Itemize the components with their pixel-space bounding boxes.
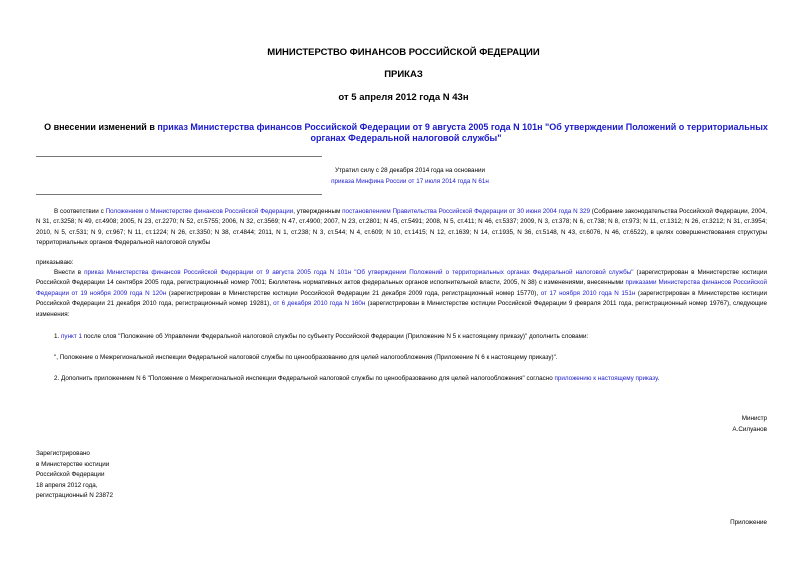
- doc-type-heading: ПРИКАЗ: [384, 69, 423, 80]
- preamble-text: , утвержденным: [293, 208, 343, 215]
- body-text: Внести в: [54, 269, 85, 276]
- signature-title: Министр: [741, 415, 767, 422]
- appendix-label: Приложение: [730, 519, 767, 526]
- body-link-dec-2010[interactable]: от 6 декабря 2010 года N 160н: [273, 300, 366, 308]
- registration-block: [36, 449, 113, 502]
- item-1-number: 1.: [54, 333, 62, 340]
- preamble-link-resolution[interactable]: постановлением Правительства Российской Федерации от 30 июня 2004 года N 329: [342, 208, 590, 215]
- registration-line: Российской Федерации: [36, 471, 105, 478]
- item-1-text: после слов "Положение об Управлении Федеральной налоговой службы по субъекту Российской Федерации (Приложение N 5 к настоящему приказу)" дополнить словами:: [82, 333, 589, 340]
- item-2-end: .: [657, 375, 660, 382]
- signature-name: А.Силуанов: [732, 425, 767, 433]
- inserted-quote: ", Положение о Межрегиональной инспекции Федеральной налоговой службы по ценообразованию для целей налогообложения (Приложение N 6 к настоящему приказу)".: [54, 354, 558, 361]
- item-2-text: 2. Дополнить приложением N 6 "Положение о Межрегиональной инспекции Федеральной налоговой службы по ценообразованию для целей налогообложения" согласно: [54, 375, 555, 382]
- divider-top: [36, 156, 322, 157]
- preamble-text: В соответствии с: [54, 208, 106, 215]
- registration-line: в Министерстве юстиции: [36, 460, 110, 468]
- item-1: [54, 332, 767, 343]
- registration-line: 18 апреля 2012 года,: [36, 481, 98, 489]
- document-title: [44, 122, 768, 144]
- registration-line: регистрационный N 23872: [36, 492, 114, 499]
- divider-bottom: [36, 194, 322, 195]
- body-link-order[interactable]: приказ Министерства финансов Российской Федерации от 9 августа 2005 года N 101н "Об утверждении Положений о территориальных органах Федеральной налоговой службы": [84, 269, 634, 276]
- status-note: [290, 166, 530, 187]
- preamble-paragraph: [36, 207, 767, 249]
- item-2-link[interactable]: приложению к настоящему приказу: [554, 375, 658, 382]
- body-text: (зарегистрирован в Министерстве юстиции Российской Федерации 9 февраля 2011 года, регистрационный номер 19767), следующие изменения:: [36, 300, 767, 318]
- body-link-amendments[interactable]: приказами Министерства финансов Российской Федерации от 19 ноября 2009 года N 120н: [36, 279, 767, 297]
- title-link[interactable]: приказ Министерства финансов Российской Федерации от 9 августа 2005 года N 101н "Об утверждении Положений о территориальных органах Федеральной налоговой службы": [157, 122, 768, 143]
- order-word: приказываю:: [36, 259, 74, 266]
- preamble-link-regulation[interactable]: Положением о Министерстве финансов Российской Федерации: [105, 208, 294, 215]
- signature-block: [732, 414, 767, 435]
- status-line: Утратил силу с 28 декабря 2014 года на основании: [334, 167, 486, 174]
- body-text: (зарегистрирован в Министерстве юстиции Российской Федерации 21 декабря 2009 года, регистрационный номер 15770),: [166, 289, 541, 297]
- body-link-nov-2010[interactable]: от 17 ноября 2010 года N 151н: [540, 289, 636, 297]
- body-text: (зарегистрирован в Министерстве юстиции Российской Федерации 14 сентября 2005 года, регистрационный номер 7001; Бюллетень нормативных актов федеральных органов исполнительной власти, 2005, N 38) с изменениями, внесенными: [36, 269, 768, 287]
- title-prefix: О внесении изменений в: [44, 122, 158, 132]
- status-link[interactable]: приказа Минфина России от 17 июля 2014 года N 61н: [331, 177, 489, 185]
- body-text: (зарегистрирован в Министерстве юстиции Российской Федерации 21 декабря 2010 года, регистрационный номер 19281),: [36, 289, 768, 308]
- preamble-text: (Собрание законодательства Российской Федерации, 2004, N 31, ст.3258; N 49, ст.4908; 2005, N 23, ст.2270; N 52, ст.5755; 2006, N 32, ст.3569; N 47, ст.4900; 2007, N 23, ст.2801; N 45, ст.5491; 2008, N 5, ст.411; N 46, ст.5337; 2009, N 3, ст.378; N 6, ст.738; N 8, ст.973; N 11, ст.1312; N 26, ст.3212; N 31, ст.3954; 2010, N 5, ст.531; N 9, ст.967; N 11, ст.1224; N 26, ст.3350; N 38, ст.4844; 2011, N 1, ст.238; N 3, ст.544; N 4, ст.609; N 10, ст.1415; N 12, ст.1639; N 14, ст.1935, N 36, ст.5148, N 43, ст.6076, N 46, ст.6522), в целях совершенствования структуры территориальных органов Федеральной налоговой службы: [36, 208, 767, 247]
- body-paragraph: [36, 268, 767, 320]
- registration-line: Зарегистрировано: [36, 450, 90, 457]
- item-2: [54, 374, 767, 385]
- item-1-link[interactable]: пункт 1: [61, 333, 83, 340]
- ministry-heading: МИНИСТЕРСТВО ФИНАНСОВ РОССИЙСКОЙ ФЕДЕРАЦИИ: [267, 47, 540, 58]
- date-number-heading: от 5 апреля 2012 года N 43н: [338, 92, 469, 103]
